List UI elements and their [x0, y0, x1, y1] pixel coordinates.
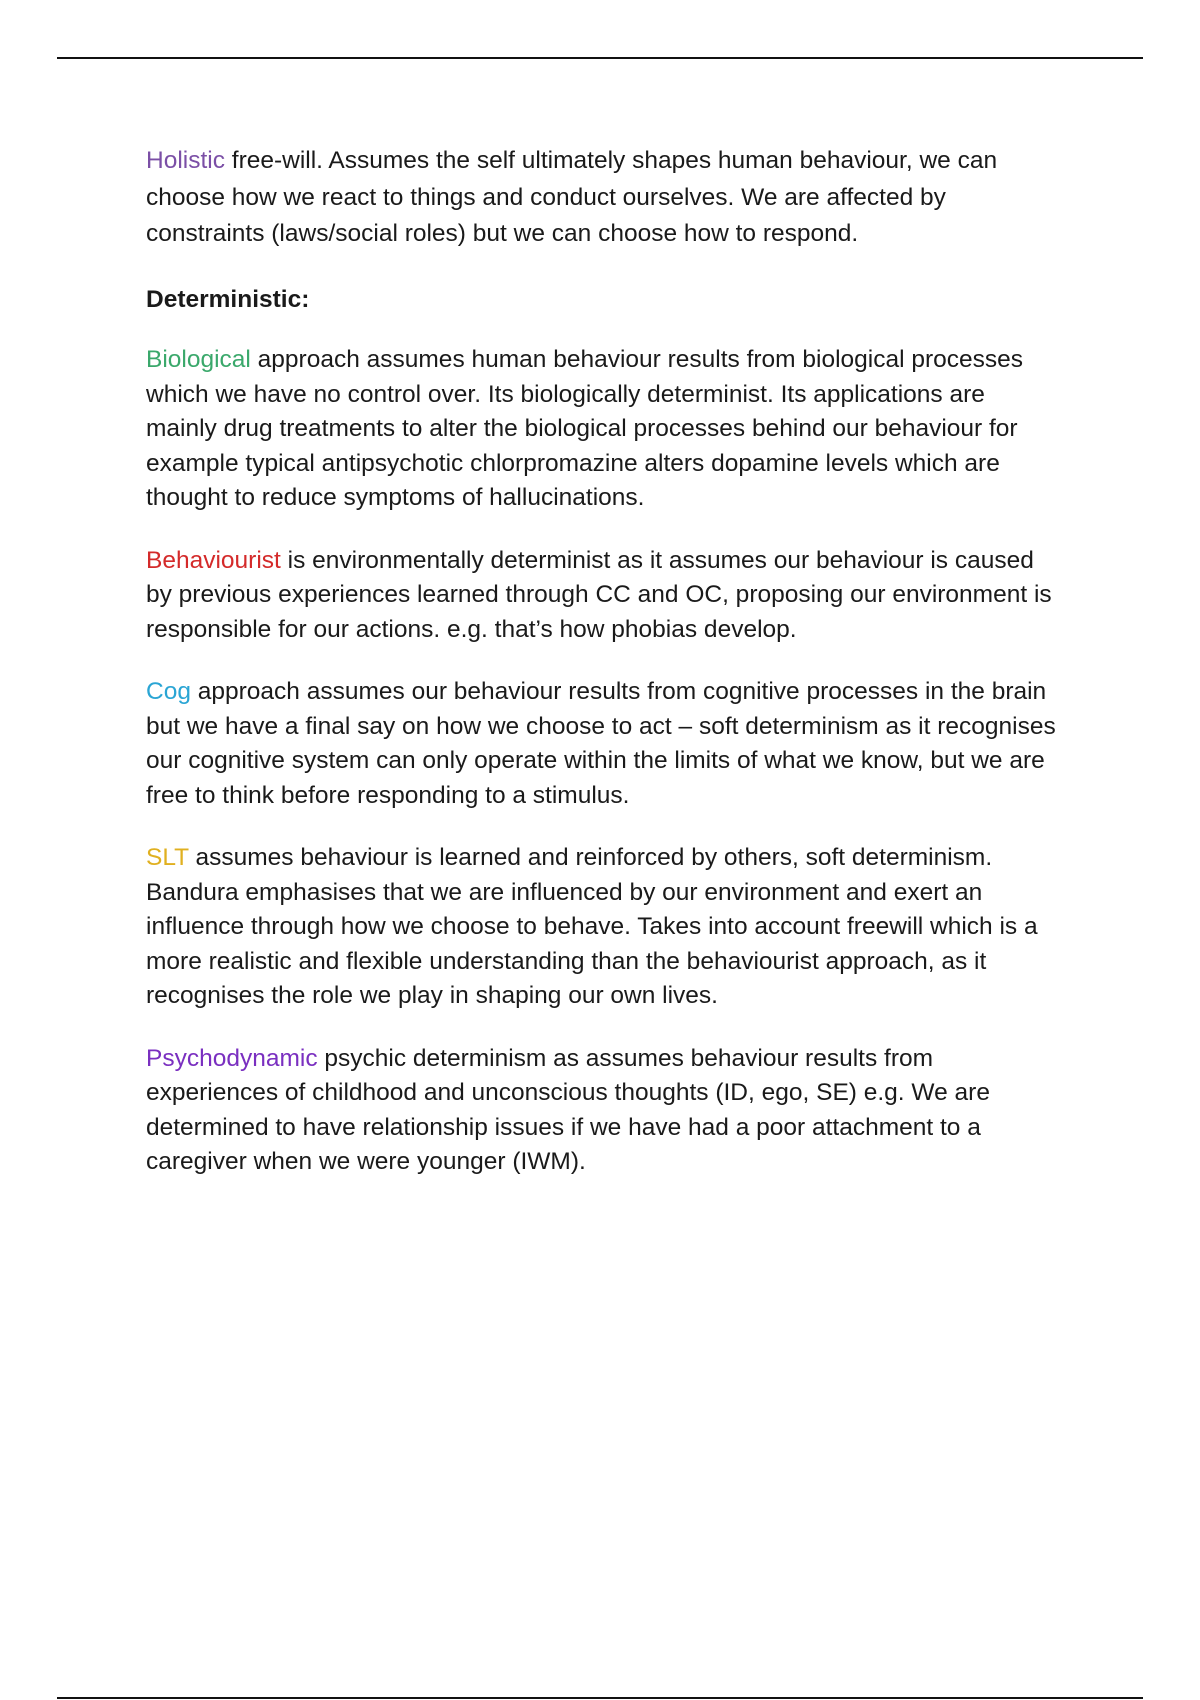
bottom-rule — [57, 1697, 1143, 1699]
paragraph-biological — [146, 343, 1056, 516]
paragraph-holistic-text: free-will. Assumes the self ultimately shapes human behaviour, we can choose how we react to things and conduct ourselves. We are affected by constraints (laws/social roles) but we can choose how to respond. — [146, 147, 998, 247]
paragraph-psychodynamic — [146, 1042, 1056, 1180]
paragraph-slt-text: assumes behaviour is learned and reinforced by others, soft determinism. Bandura emphasises that we are influenced by our environment and exert an influence through how we choose to behave. Takes into account freewill which is a more realistic and flexible understanding than the behaviourist approach, as it recognises the role we play in shaping our own lives. — [146, 844, 1038, 1009]
paragraph-cog-text: approach assumes our behaviour results from cognitive processes in the brain but we have a final say on how we choose to act – soft determinism as it recognises our cognitive system can only operate within the limits of what we know, but we are free to think before responding to a stimulus. — [146, 678, 1056, 809]
keyword-holistic: Holistic — [146, 147, 225, 174]
paragraph-psychodynamic-text: psychic determinism as assumes behaviour results from experiences of childhood and unconscious thoughts (ID, ego, SE) e.g. We are determined to have relationship issues if we have had a poor attachment to a caregiver when we were younger (IWM). — [146, 1044, 990, 1175]
paragraph-slt — [146, 841, 1056, 1014]
keyword-behaviourist: Behaviourist — [146, 546, 281, 574]
heading-deterministic: Deterministic: — [146, 285, 310, 313]
paragraph-holistic — [146, 143, 1056, 253]
keyword-slt: SLT — [146, 844, 189, 871]
top-rule — [57, 57, 1143, 59]
paragraph-behaviourist-text: is environmentally determinist as it assumes our behaviour is caused by previous experiences learned through CC and OC, proposing our environment is responsible for our actions. e.g. that’s how phobias develop. — [146, 546, 1052, 643]
document-body — [146, 143, 1056, 1208]
keyword-biological: Biological — [146, 346, 251, 373]
paragraph-behaviourist — [146, 544, 1056, 648]
keyword-cog: Cog — [146, 678, 191, 705]
keyword-psychodynamic: Psychodynamic — [146, 1044, 318, 1072]
paragraph-cog — [146, 675, 1056, 813]
paragraph-biological-text: approach assumes human behaviour results from biological processes which we have no control over. Its biologically determinist. Its applications are mainly drug treatments to alter the biological processes behind our behaviour for example typical antipsychotic chlorpromazine alters dopamine levels which are thought to reduce symptoms of hallucinations. — [146, 346, 1024, 511]
